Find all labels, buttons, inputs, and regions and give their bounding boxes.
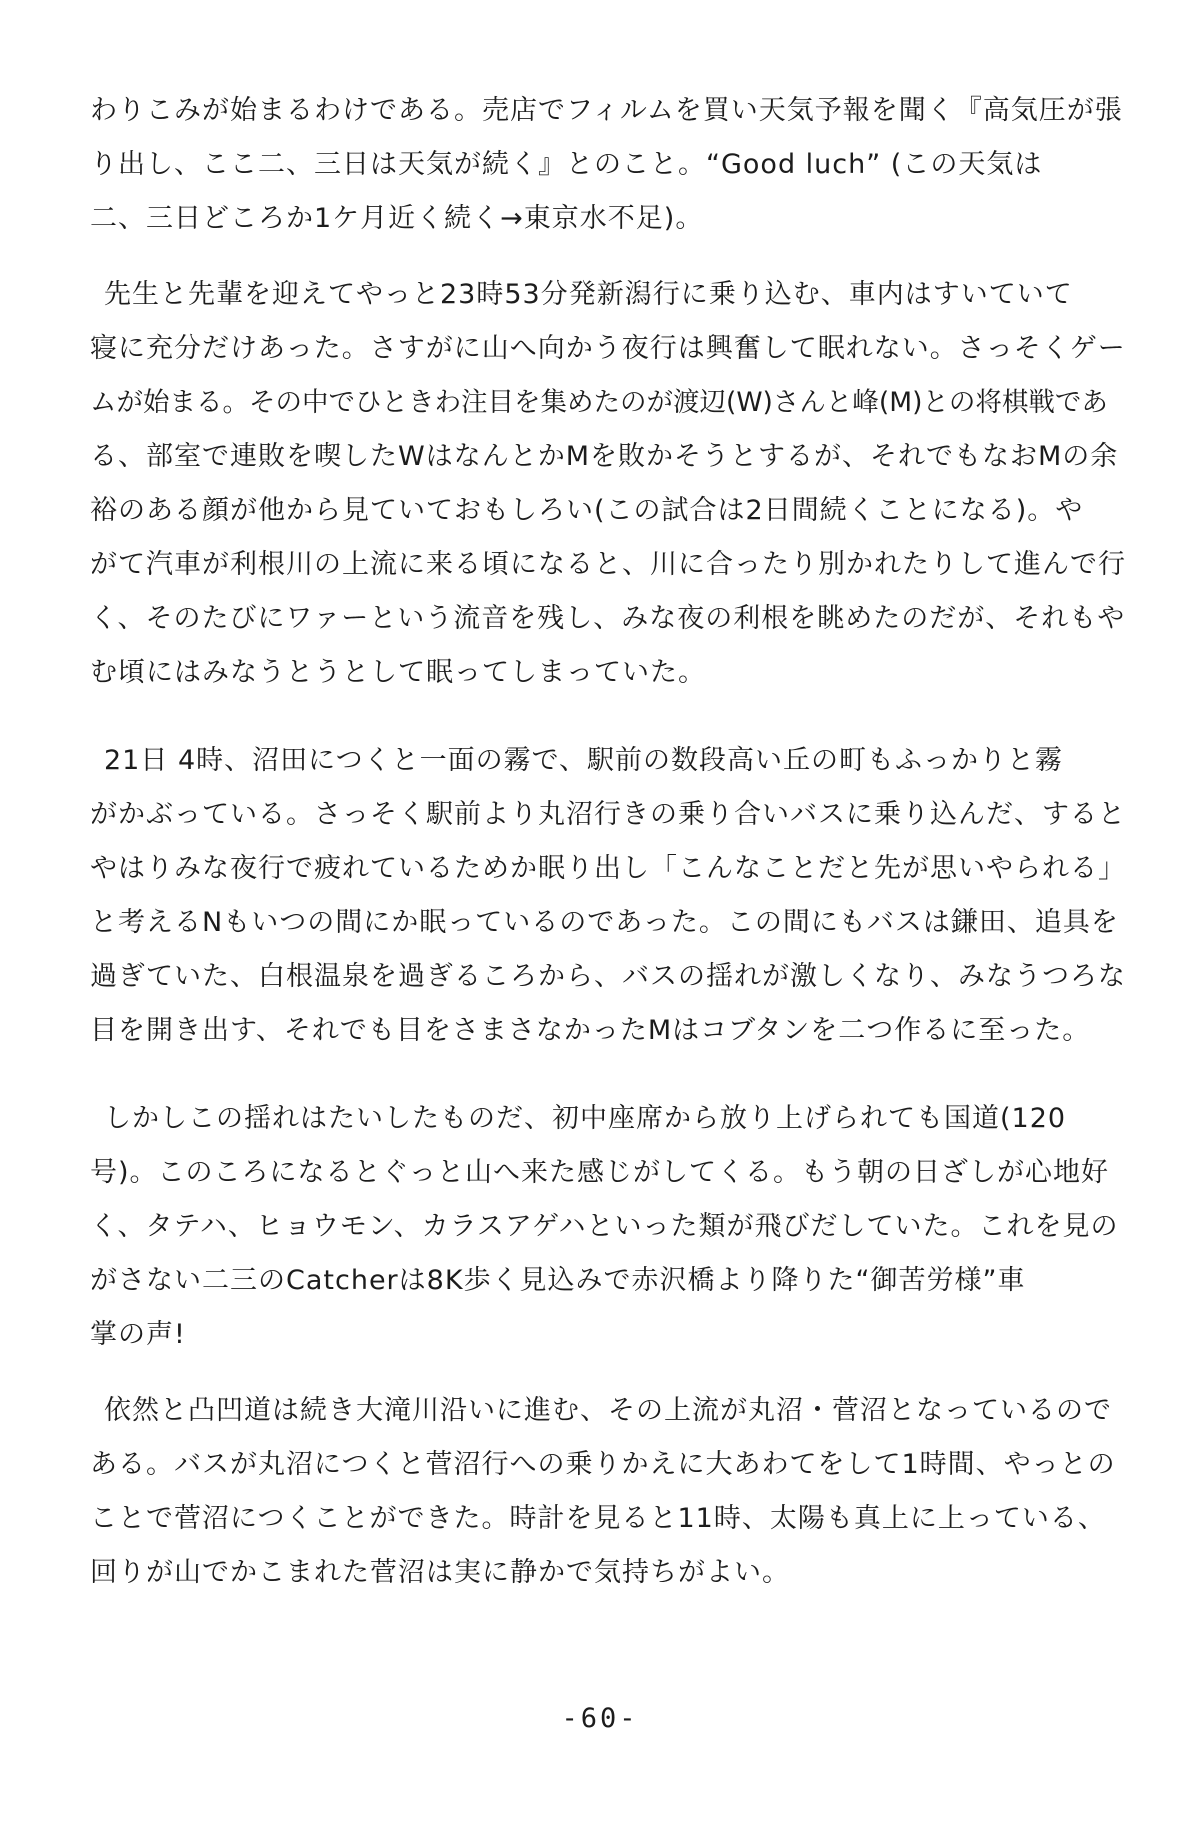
text-line: がて汽車が利根川の上流に来る頃になると、川に合ったり別かれたりして進んで行 xyxy=(90,549,1126,580)
text-line: り出し、ここ二、三日は天気が続く』とのこと。“Good luch” (この天気は xyxy=(90,149,1043,180)
text-line: 過ぎていた、白根温泉を過ぎるころから、バスの揺れが激しくなり、みなうつろな xyxy=(90,961,1126,992)
text-line: しかしこの揺れはたいしたものだ、初中座席から放り上げられても国道(120 xyxy=(104,1103,1067,1134)
text-line: わりこみが始まるわけである。売店でフィルムを買い天気予報を聞く『高気圧が張 xyxy=(90,95,1123,126)
paragraph xyxy=(90,1384,1130,1600)
text-line: やはりみな夜行で疲れているためか眠り出し「こんなことだと先が思いやられる」 xyxy=(90,853,1126,884)
text-line: ある。バスが丸沼につくと菅沼行への乗りかえに大あわてをして1時間、やっとの xyxy=(90,1449,1116,1480)
text-line: ことで菅沼につくことができた。時計を見ると11時、太陽も真上に上っている、 xyxy=(90,1503,1106,1534)
text-line: 先生と先輩を迎えてやっと23時53分発新潟行に乗り込む、車内はすいていて xyxy=(104,279,1073,310)
text-line: く、タテハ、ヒョウモン、カラスアゲハといった類が飛びだしていた。これを見の xyxy=(90,1211,1119,1242)
text-line: がかぶっている。さっそく駅前より丸沼行きの乗り合いバスに乗り込んだ、すると xyxy=(90,799,1126,830)
page-number: -60- xyxy=(561,1703,639,1734)
text-line: 寝に充分だけあった。さすがに山へ向かう夜行は興奮して眠れない。さっそくゲー xyxy=(90,333,1126,364)
text-line: がさない二三のCatcherは8K歩く見込みで赤沢橋より降りた“御苦労様”車 xyxy=(90,1265,1026,1296)
text-line: と考えるNもいつの間にか眠っているのであった。この間にもバスは鎌田、追具を xyxy=(90,907,1119,938)
paragraph xyxy=(90,1092,1130,1362)
body-text xyxy=(90,84,1130,1600)
paragraph xyxy=(90,84,1130,246)
paragraph xyxy=(90,268,1130,700)
text-line: 回りが山でかこまれた菅沼は実に静かで気持ちがよい。 xyxy=(90,1557,790,1588)
text-line: 号)。このころになるとぐっと山へ来た感じがしてくる。もう朝の日ざしが心地好 xyxy=(90,1157,1109,1188)
text-line: む頃にはみなうとうとして眠ってしまっていた。 xyxy=(90,657,706,688)
text-line: 目を開き出す、それでも目をさまさなかったMはコブタンを二つ作るに至った。 xyxy=(90,1015,1091,1046)
text-line: 掌の声! xyxy=(90,1319,186,1350)
text-line: 裕のある顔が他から見ていておもしろい(この試合は2日間続くことになる)。や xyxy=(90,495,1084,526)
text-line: る、部室で連敗を喫したWはなんとかMを敗かそうとするが、それでもなおMの余 xyxy=(90,441,1119,472)
paragraph xyxy=(90,734,1130,1058)
text-line: く、そのたびにワァーという流音を残し、みな夜の利根を眺めたのだが、それもや xyxy=(90,603,1126,634)
text-line: ムが始まる。その中でひときわ注目を集めたのが渡辺(W)さんと峰(M)との将棋戦であ xyxy=(90,387,1108,418)
text-line: 21日 4時、沼田につくと一面の霧で、駅前の数段高い丘の町もふっかりと霧 xyxy=(104,745,1064,776)
text-line: 二、三日どころか1ケ月近く続く→東京水不足)。 xyxy=(90,203,704,234)
text-line: 依然と凸凹道は続き大滝川沿いに進む、その上流が丸沼・菅沼となっているので xyxy=(104,1395,1112,1426)
